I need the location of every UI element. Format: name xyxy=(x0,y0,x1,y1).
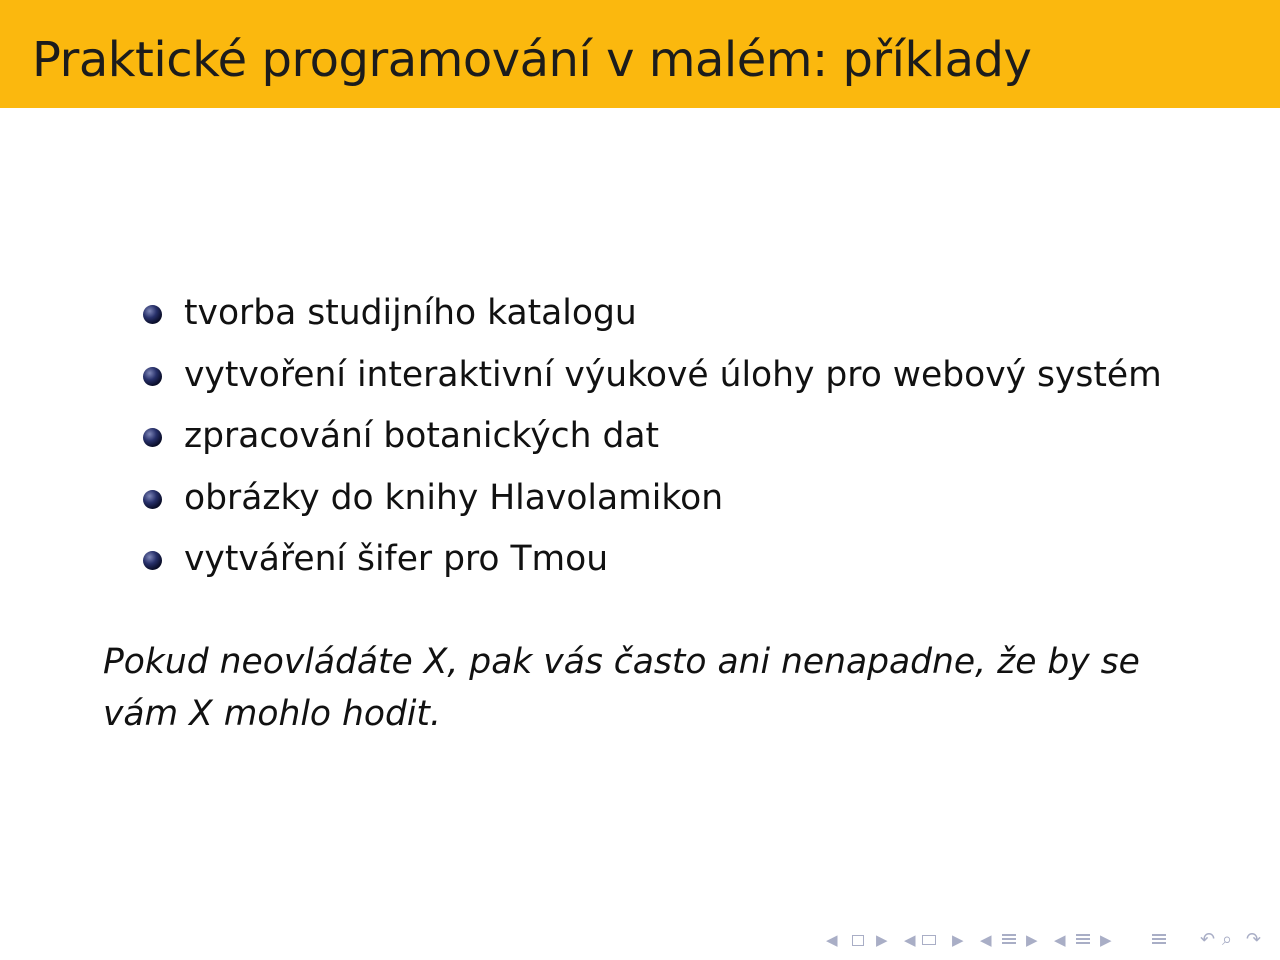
bullet-icon xyxy=(143,551,162,570)
section-icon[interactable] xyxy=(1002,934,1016,946)
list-item-text: zpracování botanických dat xyxy=(184,416,660,456)
slide-note: Pokud neovládáte X, pak vás často ani nenapadne, že by se vám X mohlo hodit. xyxy=(103,642,1140,734)
bullet-list xyxy=(142,283,1162,591)
next-arrow-icon[interactable]: ▶ xyxy=(876,931,888,949)
navigation-bar xyxy=(826,928,1272,952)
next-arrow-icon[interactable]: ▶ xyxy=(1026,931,1038,949)
next-arrow-icon[interactable]: ▶ xyxy=(952,931,964,949)
bullet-icon xyxy=(143,428,162,447)
list-item xyxy=(142,345,1162,407)
list-item xyxy=(142,283,1162,345)
search-icon[interactable]: ⌕ xyxy=(1222,929,1233,950)
document-icon[interactable] xyxy=(1076,934,1090,946)
list-item-text: vytvoření interaktivní výukové úlohy pro webový systém xyxy=(184,354,1162,395)
prev-arrow-icon[interactable]: ◀ xyxy=(980,931,992,949)
list-item-text: tvorba studijního katalogu xyxy=(184,293,637,333)
title-bar xyxy=(0,0,1280,108)
subsection-icon[interactable] xyxy=(922,935,936,945)
list-item xyxy=(142,468,1162,530)
bullet-icon xyxy=(143,305,162,324)
prev-arrow-icon[interactable]: ◀ xyxy=(826,931,838,949)
frame-icon[interactable] xyxy=(852,935,864,946)
bullet-icon xyxy=(143,490,162,509)
list-item-text: obrázky do knihy Hlavolamikon xyxy=(184,477,724,518)
list-item xyxy=(142,406,1162,468)
bullet-icon xyxy=(143,367,162,386)
slide-title: Praktické programování v malém: příklady xyxy=(32,32,1032,88)
back-icon[interactable]: ↶ xyxy=(1200,929,1216,950)
list-item xyxy=(142,529,1162,591)
align-icon[interactable] xyxy=(1152,934,1166,946)
forward-icon[interactable]: ↷ xyxy=(1246,929,1262,950)
list-item-text: vytváření šifer pro Tmou xyxy=(184,539,609,579)
next-arrow-icon[interactable]: ▶ xyxy=(1100,931,1112,949)
prev-arrow-icon[interactable]: ◀ xyxy=(904,931,916,949)
prev-arrow-icon[interactable]: ◀ xyxy=(1054,931,1066,949)
